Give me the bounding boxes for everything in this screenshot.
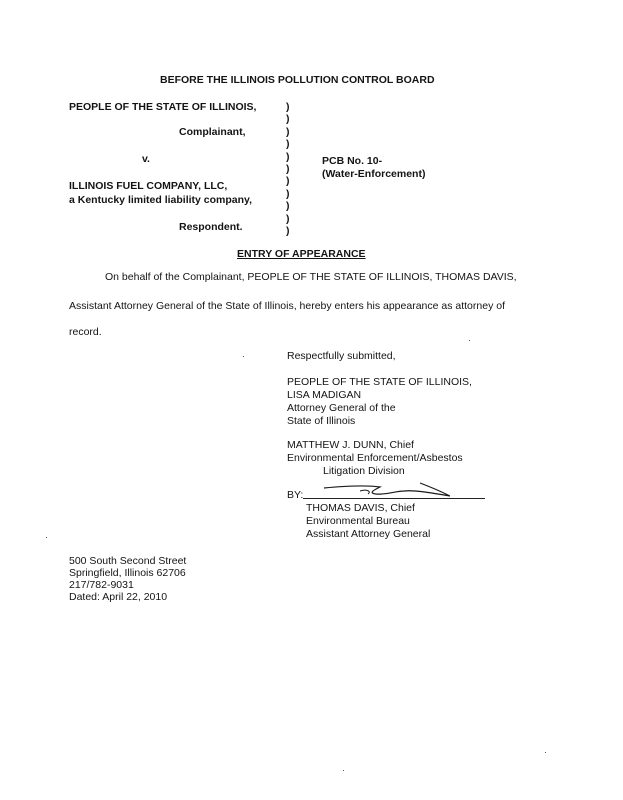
body-line-1: On behalf of the Complainant, PEOPLE OF THE STATE OF ILLINOIS, THOMAS DAVIS,	[105, 271, 517, 283]
address-city: Springfield, Illinois 62706	[69, 567, 186, 579]
defendant-description: a Kentucky limited liability company,	[69, 194, 253, 206]
address-phone: 217/782-9031	[69, 579, 134, 591]
chief-name: MATTHEW J. DUNN, Chief	[287, 439, 414, 451]
case-type: (Water-Enforcement)	[322, 168, 426, 180]
paren: )	[286, 101, 290, 113]
paren: )	[286, 113, 290, 126]
paren: )	[286, 200, 290, 213]
scan-speck	[46, 537, 47, 538]
handwritten-signature	[316, 478, 456, 502]
signer-bureau: Environmental Bureau	[306, 515, 410, 527]
plaintiff-role: Complainant,	[179, 126, 246, 138]
caption-parentheses	[286, 101, 296, 237]
scan-speck	[469, 340, 470, 341]
paren: )	[286, 150, 290, 163]
paren: )	[286, 125, 290, 138]
paren: )	[286, 187, 290, 200]
defendant-role: Respondent.	[179, 221, 243, 233]
attorney-general-name: LISA MADIGAN	[287, 389, 362, 401]
scan-speck	[243, 356, 244, 357]
body-line-2: Assistant Attorney General of the State of Illinois, hereby enters his appearance as attorney of	[69, 300, 506, 312]
by-label: BY:	[287, 489, 304, 501]
paren: )	[286, 175, 290, 188]
defendant-name: ILLINOIS FUEL COMPANY, LLC,	[69, 180, 228, 192]
document-title: ENTRY OF APPEARANCE	[237, 248, 366, 260]
body-line-3: record.	[69, 326, 102, 338]
chief-division: Environmental Enforcement/Asbestos	[287, 452, 463, 464]
paren: )	[286, 162, 290, 175]
chief-division-sub: Litigation Division	[323, 465, 405, 477]
paren: )	[286, 212, 290, 225]
plaintiff-name: PEOPLE OF THE STATE OF ILLINOIS,	[69, 101, 257, 113]
case-number: PCB No. 10-	[322, 155, 383, 167]
signer-title: Assistant Attorney General	[306, 528, 431, 540]
attorney-general-state: State of Illinois	[287, 415, 356, 427]
paren: )	[286, 138, 290, 151]
scan-speck	[343, 770, 344, 771]
board-heading: BEFORE THE ILLINOIS POLLUTION CONTROL BOARD	[160, 74, 435, 86]
versus: v.	[142, 153, 150, 165]
scan-speck	[545, 752, 546, 753]
signer-name: THOMAS DAVIS, Chief	[306, 502, 415, 514]
party-name: PEOPLE OF THE STATE OF ILLINOIS,	[287, 376, 472, 388]
document-date: Dated: April 22, 2010	[69, 591, 168, 603]
attorney-general-title: Attorney General of the	[287, 402, 396, 414]
closing: Respectfully submitted,	[287, 350, 396, 362]
address-street: 500 South Second Street	[69, 555, 187, 567]
paren: )	[286, 224, 290, 237]
